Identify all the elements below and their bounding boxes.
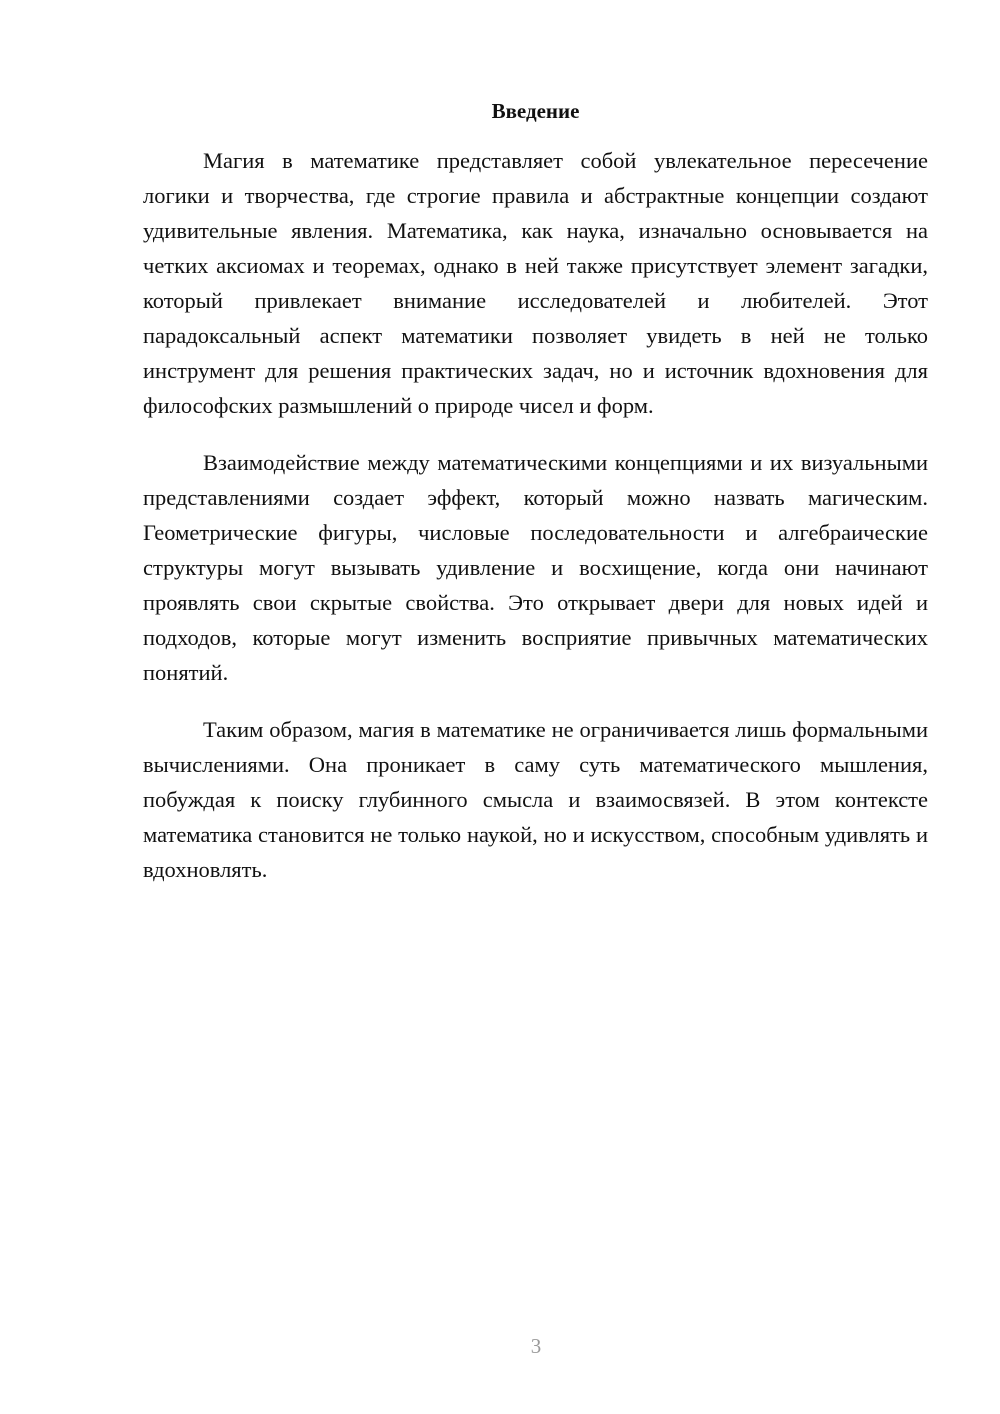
paragraph-1: Магия в математике представляет собой увлекательное пересечение логики и творчества, где строгие правила и абстрактные концепции создают удивительные явления. Математика, как наука, изначально основывается на четких аксиомах и теоремах, однако в ней также присутствует элемент загадки, который привлекает внимание исследователей и любителей. Этот парадоксальный аспект математики позволяет увидеть в ней не только инструмент для решения практических задач, но и источник вдохновения для философских размышлений о природе чисел и форм. — [143, 148, 928, 418]
page-title: Введение — [491, 99, 580, 123]
document-body — [143, 143, 928, 909]
page-number: 3 — [530, 1334, 542, 1358]
paragraph-2: Взаимодействие между математическими концепциями и их визуальными представлениями создает эффект, который можно назвать магическим. Геометрические фигуры, числовые последовательности и алгебраические структуры могут вызывать удивление и восхищение, когда они начинают проявлять свои скрытые свойства. Это открывает двери для новых идей и подходов, которые могут изменить восприятие привычных математических понятий. — [143, 450, 928, 685]
paragraph-3: Таким образом, магия в математике не ограничивается лишь формальными вычислениями. Она проникает в саму суть математического мышления, побуждая к поиску глубинного смысла и взаимосвязей. В этом контексте математика становится не только наукой, но и искусством, способным удивлять и вдохновлять. — [143, 717, 928, 882]
